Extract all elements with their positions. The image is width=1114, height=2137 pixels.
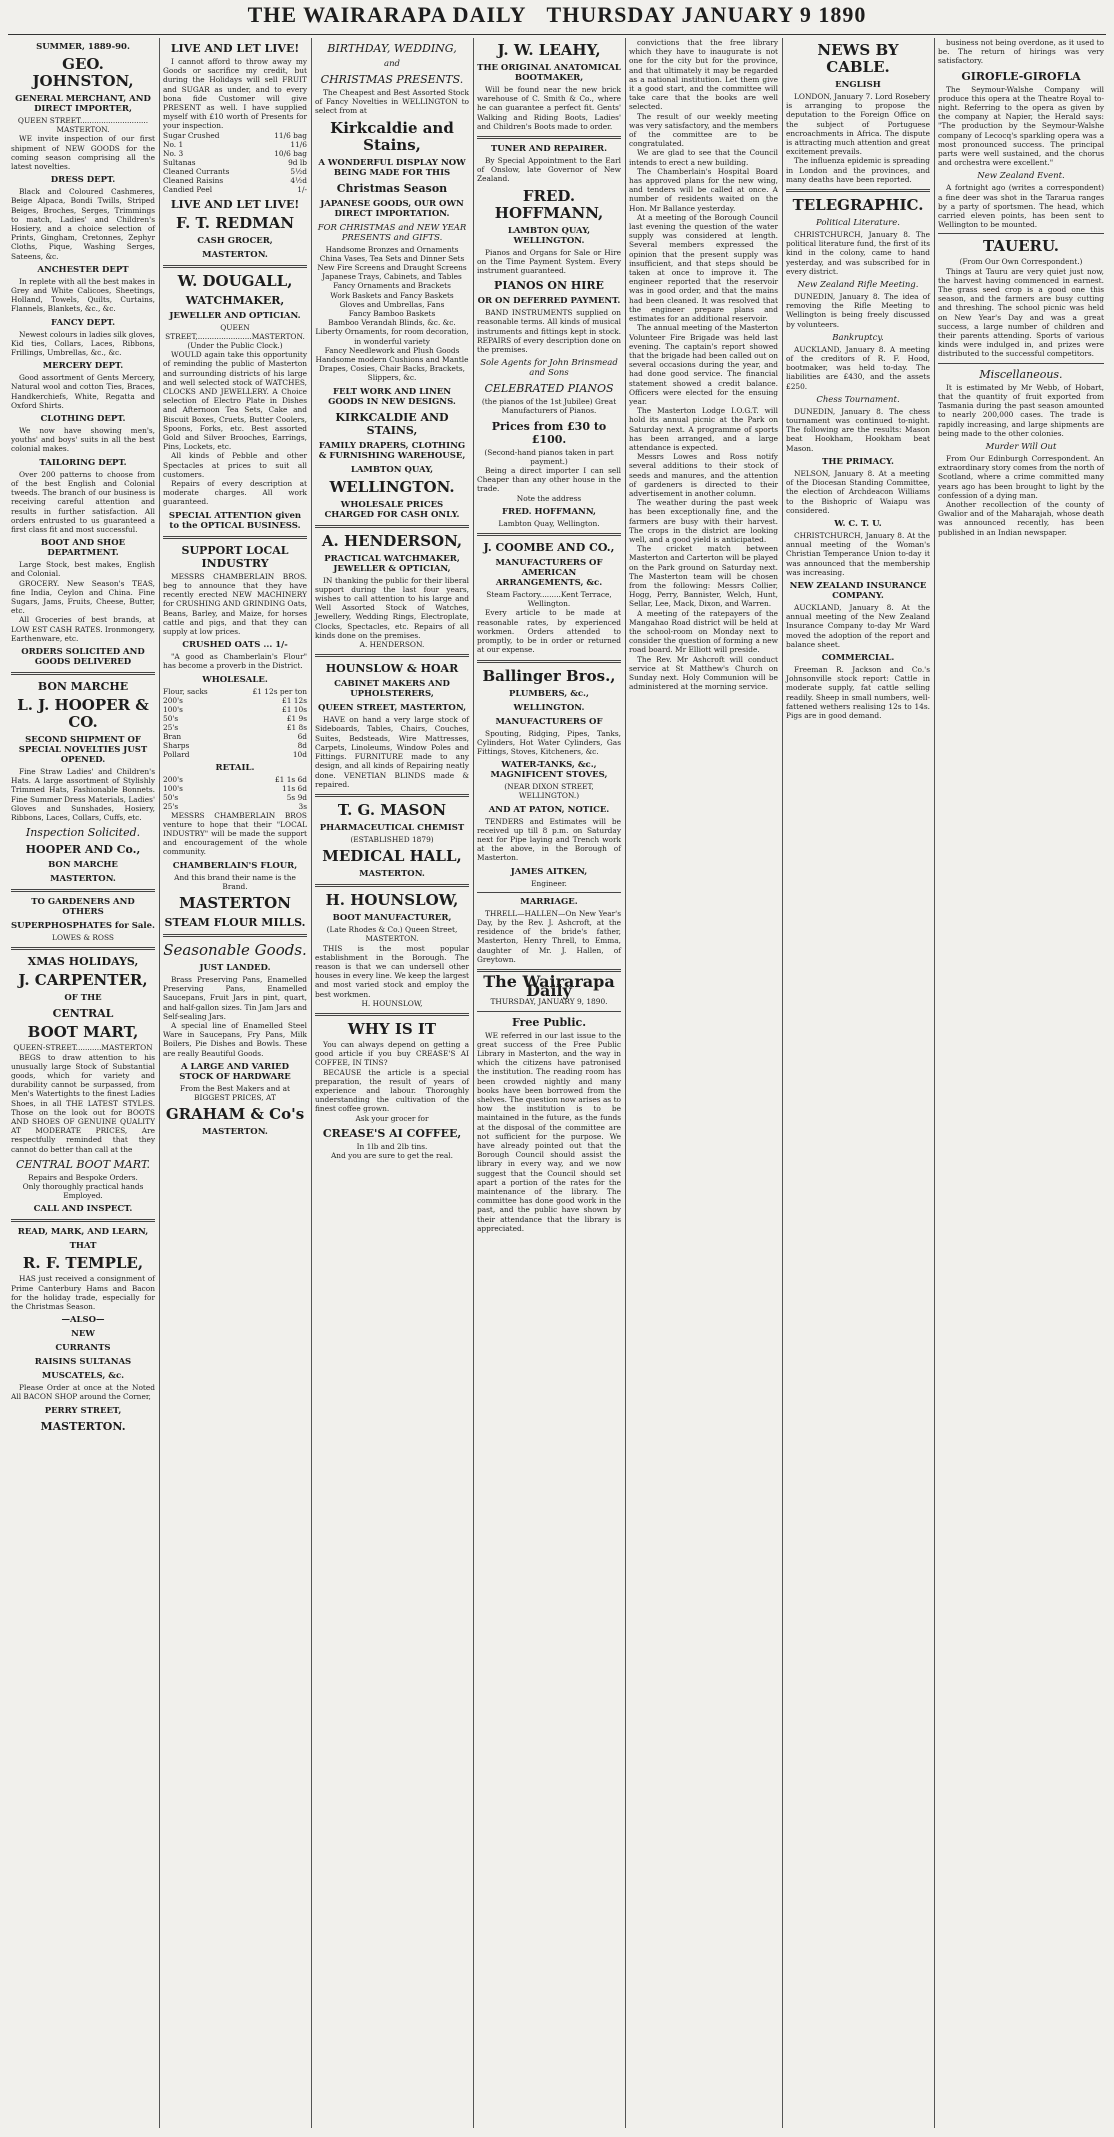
ad-text: Pianos and Organs for Sale or Hire on the Time Payment System. Every instrument guaranteed. <box>477 247 621 276</box>
ad-footer: CALL AND INSPECT. <box>33 1204 133 1215</box>
divider <box>163 934 307 937</box>
ad-heading: THAT <box>69 1241 97 1252</box>
article-text: AUCKLAND, January 8. At the annual meeting of the New Zealand Insurance Company to-day Mr Ward moved the adoption of the report and balance sheet. <box>786 602 930 649</box>
list-item: Fancy Needlework and Plush Goods <box>324 345 460 355</box>
ad-text: TENDERS and Estimates will be received up till 8 p.m. on Saturday next for Pipe laying and Trench work at the above, in the Borough of Masterton. <box>477 816 621 863</box>
ad-footer: SPECIAL ATTENTION given to the OPTICAL BUSINESS. <box>168 510 302 531</box>
ad-address: (Late Rhodes & Co.) Queen Street, MASTERTON. <box>326 925 458 944</box>
dept-heading: TAILORING DEPT. <box>39 457 127 468</box>
ad-trade: THE ORIGINAL ANATOMICAL BOOTMAKER, <box>477 63 621 83</box>
article-text: Messrs Lowes and Ross notify several additions to their stock of seeds and manures, and the attention of gardeners is directed to their advertisement in another column. <box>629 452 778 498</box>
section-subheading: Political Literature. <box>816 218 900 229</box>
ad-subheading: —ALSO— <box>61 1315 105 1326</box>
ad-text: IN thanking the public for their liberal support during the last four years, wishes to call attention to his large and Well Assorted Stock of Watches, Jewellery, Wedding Rings, Electroplate, Clocks, Spectacles, etc. Repairs of all kinds done on the premises. <box>315 575 469 640</box>
dept-text: Over 200 patterns to choose from of the best English and Colonial tweeds. The branch of our business is receiving careful attention and results in further satisfaction. All orders entrusted to us guaranteed a first class fit and most successful. <box>11 469 155 534</box>
advertiser-name: F. T. REDMAN <box>175 213 295 232</box>
dept-text: We now have showing men's, youths' and boys' suits in all the best colonial makes. <box>11 426 155 454</box>
ad-text: By Special Appointment to the Earl of Onslow, late Governor of New Zealand. <box>477 156 621 184</box>
ad-subheading: CRUSHED OATS ... 1/- <box>182 640 288 651</box>
ad-text: Note the address <box>516 493 582 503</box>
ad-text: Being a direct importer I can sell Cheaper than any other house in the trade. <box>477 466 621 494</box>
ad-heading: LIVE AND LET LIVE! <box>170 42 300 55</box>
editorial-masthead: The Wairarapa Daily <box>483 971 615 1001</box>
column-3 <box>312 38 472 2128</box>
article-text: DUNEDIN, January 8. The chess tournament was continued to-night. The following are the results: Mason beat Hookham, Hookham beat Mason. <box>786 406 930 453</box>
ad-subheading: A LARGE AND VARIED STOCK OF HARDWARE <box>179 1061 291 1082</box>
ad-trade: JEWELLER AND OPTICIAN. <box>169 310 301 321</box>
divider <box>786 189 930 192</box>
dept-heading: MERCERY DEPT. <box>42 361 124 372</box>
column-5 <box>626 38 781 2128</box>
section-heading: TELEGRAPHIC. <box>792 196 924 215</box>
ad-text: MESSRS CHAMBERLAIN BROS. beg to announce that they have recently erected NEW MACHINERY for CRUSHING AND GRINDING Oats, Beans, Barley, and Maize, for horses cattle and pigs, and that they can supply at low prices. <box>163 571 307 636</box>
ad-subheading: CENTRAL <box>52 1007 114 1021</box>
article-text: Freeman R. Jackson and Co.'s Johnsonville stock report: Cattle in moderate supply, fat cattle selling readily. Sheep in small numbers, well-fattened wethers realising 12s to 14s. Pigs are in good demand. <box>786 664 930 720</box>
divider <box>11 889 155 892</box>
ad-place: MASTERTON. <box>40 1419 126 1433</box>
ad-text: Fine Straw Ladies' and Children's Hats. A large assortment of Stylishly Trimmed Hats, Fashionable Bonnets. Fine Summer Dress Materials, Ladies' Gloves and Sunshades, Hosiery, Ribbons, Laces, Collars, Cuffs, etc. <box>11 766 155 822</box>
advertiser-name: H. HOUNSLOW, <box>325 891 459 910</box>
masthead-title: THE WAIRARAPA DAILY <box>247 2 527 27</box>
price-row: 50's £1 9s <box>163 713 307 723</box>
masthead <box>0 2 1114 32</box>
ad-address: (Under the Public Clock.) <box>187 341 283 351</box>
ad-subheading: FELT WORK AND LINEN GOODS IN NEW DESIGNS. <box>328 386 456 407</box>
article-text: CHRISTCHURCH, January 8. The political literature fund, the first of its kind in the colony, came to hand yesterday, and was subscribed for in every district. <box>786 230 930 276</box>
list-item: Handsome Bronzes and Ornaments <box>325 244 459 254</box>
ad-subheading: Sole Agents for John Brinsmead and Sons <box>480 358 618 379</box>
price-row: Bran 6d <box>163 731 307 741</box>
divider <box>477 892 621 893</box>
ad-address: (NEAR DIXON STREET, WELLINGTON.) <box>504 782 594 801</box>
ad-text: You can always depend on getting a good article if you buy CREASE'S AI COFFEE, IN TINS? <box>315 1039 469 1068</box>
ad-heading: STEAM FLOUR MILLS. <box>164 915 306 929</box>
ad-heading: MASTERTON <box>179 893 291 912</box>
ad-subheading: BOOT MART, <box>27 1023 139 1042</box>
divider <box>11 672 155 675</box>
ad-text: THIS is the most popular establishment in the Borough. The reason is that we can undersell other houses in every line. We keep the largest and most varied stock and employ the best workmen. <box>315 943 469 999</box>
ad-subheading: A WONDERFUL DISPLAY NOW BEING MADE FOR THIS <box>318 157 466 178</box>
ad-heading: XMAS HOLIDAYS, <box>27 955 139 969</box>
price-row: 100's 11s 6d <box>163 783 307 793</box>
section-heading: Miscellaneous. <box>979 367 1063 381</box>
advertiser-name: J. COOMBE AND CO., <box>483 541 615 555</box>
price-row: 25's £1 8s <box>163 722 307 732</box>
article-text: The weather during the past week has been exceptionally fine, and the farmers are busy with their harvest. The crops in the district are looking well, and a good yield is anticipated. <box>629 498 778 544</box>
price-row: No. 3 10/6 bag <box>163 148 307 158</box>
ad-place: WELLINGTON. <box>329 477 455 496</box>
ad-subheading: NEW <box>71 1329 95 1340</box>
column-7 <box>935 38 1107 2128</box>
ad-text: A special line of Enamelled Steel Ware in Saucepans, Fry Pans, Milk Boilers, Pie Dishes and Bowls. These are really Beautiful Goods. <box>163 1020 307 1058</box>
article-text: convictions that the free library which they have to inaugurate is not one for the city but for the province, and that ultimately it may be regarded as a national institution. Let them give it a good start, and the committee will take care that the books are well selected. <box>629 38 778 112</box>
article-text: At a meeting of the Borough Council last evening the question of the water supply was considered at length. Several members expressed the opinion that the present supply was insufficient, and that steps should be taken at once to improve it. The engineer reported that the reservoir was in good order, and that the mains had been cleaned. It was resolved that the engineer prepare plans and estimates for an additional reservoir. <box>629 212 778 324</box>
advertiser-name: J. CARPENTER, <box>18 971 148 990</box>
section-subheading: (From Our Own Correspondent.) <box>959 257 1083 267</box>
ad-text: From the Best Makers and at BIGGEST PRICES, AT <box>180 1083 290 1102</box>
ad-address: Lambton Quay, Wellington. <box>498 518 600 528</box>
ad-heading: Prices from £30 to £100. <box>491 419 607 446</box>
dept-heading: ANCHESTER DEPT <box>37 264 129 275</box>
ad-text: And this brand their name is the Brand. <box>174 872 296 891</box>
ad-slogan: CENTRAL BOOT MART. <box>15 1157 151 1171</box>
ad-text: BECAUSE the article is a special preparation, the result of years of experience and labour. Thoroughly understanding the cultivation of the finest coffee grown. <box>315 1067 469 1114</box>
ad-text: Repairs of every description at moderate charges. All work guaranteed. <box>163 479 307 507</box>
ad-trade: BOOT MANUFACTURER, <box>332 913 452 924</box>
divider <box>315 884 469 887</box>
ad-heading: BON MARCHE <box>37 679 129 693</box>
ad-address: LAMBTON QUAY, <box>350 464 434 475</box>
ad-heading: BIRTHDAY, WEDDING, <box>327 42 457 55</box>
price-row: Sultanas 9d lb <box>163 157 307 167</box>
list-item: Japanese Trays, Cabinets, and Tables <box>322 272 462 282</box>
ad-place: MASTERTON. <box>359 869 425 880</box>
ad-trade: WATCHMAKER, <box>185 293 285 307</box>
ad-heading: TUNER AND REPAIRER. <box>490 144 608 155</box>
divider <box>477 533 621 536</box>
ad-trade: CASH GROCER, <box>197 235 273 246</box>
dept-text: Black and Coloured Cashmeres, Beige Alpaca, Bondi Twills, Striped Beiges, Broches, Serges, Trimmings to match, Ladies' and Children's Hosiery, and a choice selection of Prints, Gingham, Cretonnes, Zephyr Cloths, Pique, Washing Serges, Sateens, &c. <box>11 187 155 261</box>
ad-heading: READ, MARK, AND LEARN, <box>17 1227 149 1238</box>
section-subheading: THE PRIMACY. <box>822 456 894 467</box>
ad-slogan: Inspection Solicited. <box>25 826 141 840</box>
divider <box>938 233 1104 234</box>
list-item: Handsome modern Cushions and Mantle Drapes, Cosies, Chair Backs, Brackets, Slippers, &c. <box>315 355 469 383</box>
ad-trade: PLUMBERS, &c., <box>509 688 589 699</box>
advertiser-name: R. F. TEMPLE, <box>22 1254 144 1273</box>
editorial-date: THURSDAY, JANUARY 9, 1890. <box>490 997 608 1007</box>
advertiser-name: L. J. HOOPER & CO. <box>17 695 149 731</box>
section-subheading: New Zealand Event. <box>977 171 1065 182</box>
divider <box>315 654 469 657</box>
ad-signature: A. HENDERSON. <box>359 640 425 650</box>
ad-address: QUEEN STREET, MASTERTON, <box>317 703 467 714</box>
masthead-date: THURSDAY JANUARY 9 1890 <box>546 2 867 27</box>
ad-place: WELLINGTON. <box>513 702 585 713</box>
ad-text: Ask your grocer for <box>355 1113 429 1123</box>
ad-heading: SUMMER, 1889-90. <box>36 42 130 52</box>
ad-subheading: BON MARCHE <box>48 860 118 871</box>
list-item: Liberty Ornaments, for room decoration, in wonderful variety <box>315 327 469 346</box>
article-text: We are glad to see that the Council intends to erect a new building. <box>629 148 778 167</box>
ad-subheading: JAPANESE GOODS, OUR OWN DIRECT IMPORTATION. <box>320 198 464 219</box>
article-text: The result of our weekly meeting was very satisfactory, and the members of the committee are to be congratulated. <box>629 111 778 149</box>
advertiser-name: CREASE'S AI COFFEE, <box>322 1126 462 1140</box>
price-row: 50's 5s 9d <box>163 792 307 802</box>
article-text: business not being overdone, as it used to be. The return of hirings was very satisfactory. <box>938 38 1104 66</box>
section-subheading: Murder Will Out <box>985 441 1057 452</box>
dept-text: All Groceries of best brands, at LOW EST CASH RATES. Ironmongery, Earthenware, etc. <box>11 615 155 643</box>
price-row: 200's £1 1s 6d <box>163 774 307 784</box>
article-text: Another recollection of the county of Gwalior and of the Maharajah, whose death was announced recently, has been published in an Indian newspaper. <box>938 499 1104 537</box>
list-item: Fancy Ornaments and Brackets <box>333 281 451 291</box>
dept-text: Good assortment of Gents Mercery, Natural wool and cotton Ties, Braces, Handkerchiefs, White, Regatta and Oxford Shirts. <box>11 373 155 410</box>
article-text: NELSON, January 8. At a meeting of the Diocesan Standing Committee, the election of Archdeacon Williams to the Bishopric of Waiapu was considered. <box>786 468 930 515</box>
flour-price-table <box>163 687 307 759</box>
ad-text: SUPERPHOSPHATES for Sale. <box>11 921 155 932</box>
ad-subheading: RETAIL. <box>215 762 255 773</box>
article-text: AUCKLAND, January 8. A meeting of the creditors of R. F. Hood, bootmaker, was held to-day. The liabilities are £430, and the assets £250. <box>786 344 930 391</box>
article-text: The Rev. Mr Ashcroft will conduct service at St Matthew's Church on Sunday next. Holy Communion will be administered at the morning service. <box>629 654 778 692</box>
column-6 <box>783 38 933 2128</box>
column-1 <box>8 38 158 2128</box>
ad-text: (the pianos of the 1st Jubilee) Great Manufacturers of Pianos. <box>481 397 617 416</box>
ad-trade: FAMILY DRAPERS, CLOTHING & FURNISHING WAREHOUSE, <box>318 440 466 461</box>
ad-heading: LIVE AND LET LIVE! <box>170 197 300 211</box>
ad-subheading: RAISINS SULTANAS <box>34 1357 132 1368</box>
ad-footer: ORDERS SOLICITED AND GOODS DELIVERED <box>21 646 145 667</box>
advertiser-name: HOOPER AND Co., <box>25 843 141 857</box>
ad-text: BEGS to draw attention to his unusually large Stock of Substantial goods, which for variety and durability cannot be surpassed, from Men's Watertights to the finest Ladies Shoes, in all THE LATEST STYLES. Those on the look out for BOOTS AND SHOES OF GENUINE QUALITY AT MODERATE PRICES, Are respectfully reminded that they cannot do better than call at the <box>11 1052 155 1154</box>
ad-text: I cannot afford to throw away my Goods or sacrifice my credit, but during the Holidays will sell FRUIT and SUGAR as under, and to every bona fide Customer will give PRESENT as well. I have supplied myself with £10 worth of Presents for your inspection. <box>163 57 307 131</box>
ad-heading: CELEBRATED PIANOS <box>484 382 614 396</box>
ad-text: The Cheapest and Best Assorted Stock of Fancy Novelties in WELLINGTON to select from at <box>315 88 469 116</box>
dept-heading: BOOT AND SHOE DEPARTMENT. <box>40 538 126 559</box>
top-rule <box>8 34 1106 35</box>
section-heading: GIROFLE-GIROFLA <box>961 69 1081 83</box>
divider <box>163 265 307 268</box>
article-text: A fortnight ago (writes a correspondent) a fine deer was shot in the Tararua ranges by a party of sportsmen. The head, which carried eleven points, has been sent to Wellington to be mounted. <box>938 183 1104 230</box>
advertiser-name: W. DOUGALL, <box>177 271 293 290</box>
advertiser-name: A. HENDERSON, <box>321 531 463 550</box>
advertiser-name: KIRKCALDIE AND STAINS, <box>335 410 449 437</box>
price-row: Cleaned Raisins 4½d <box>163 175 307 185</box>
price-row: 200's £1 12s <box>163 695 307 705</box>
ad-heading: CHRISTMAS PRESENTS. <box>320 73 464 86</box>
list-item: Work Baskets and Fancy Baskets <box>330 290 454 300</box>
article-text: It is estimated by Mr Webb, of Hobart, that the quantity of fruit exported from Tasmania during the past season amounted to nearly 200,000 cases. The trade is rapidly increasing, and large shipments are being made to the other colonies. <box>938 382 1104 438</box>
ad-heading: and <box>384 59 400 69</box>
divider <box>477 1011 621 1012</box>
ad-text: Brass Preserving Pans, Enamelled Preserving Pans, Enamelled Saucepans, Fruit Jars in pint, quart, and half-gallon sizes. Tin Jam Jars and Self-sealing Jars. <box>163 974 307 1021</box>
price-row: Flour, sacks £1 12s per ton <box>163 686 307 696</box>
advertiser-name: T. G. MASON <box>337 800 447 819</box>
ad-address: Steam Factory.........Kent Terrace, Wellington. <box>486 590 612 609</box>
ad-heading: Seasonable Goods. <box>163 940 307 959</box>
dept-text: Large Stock, best makes, English and Colonial. <box>11 560 155 579</box>
ad-address: QUEEN STREET,.......................MASTERTON. <box>165 322 305 341</box>
price-row: Cleaned Currants 5½d <box>163 166 307 176</box>
ad-trade: PRACTICAL WATCHMAKER, JEWELLER & OPTICIAN, <box>324 553 460 574</box>
ad-subheading: Christmas Season <box>336 181 448 195</box>
ad-address: QUEEN STREET............................. MASTERTON. <box>17 116 149 135</box>
dept-text: In replete with all the best makes in Grey and White Calicoes, Sheetings, Holland, Towels, Quilts, Curtains, Flannels, Blankets, &c., &c. <box>11 276 155 314</box>
ad-subheading: JUST LANDED. <box>199 962 271 973</box>
list-item: New Fire Screens and Draught Screens <box>317 263 467 273</box>
price-row: No. 1 11/6 <box>163 139 307 149</box>
price-row: Candied Peel 1/- <box>163 184 307 194</box>
ad-address: LAMBTON QUAY, WELLINGTON. <box>507 225 591 246</box>
ad-place: MASTERTON. <box>202 1127 268 1138</box>
ad-text: Repairs and Bespoke Orders. <box>28 1172 138 1182</box>
column-4 <box>474 38 624 2128</box>
ad-text: HAVE on hand a very large stock of Sideboards, Tables, Chairs, Couches, Suites, Bedsteads, Wire Mattresses, Carpets, Linoleums, Window Poles and Fittings. FURNITURE made to any design, and all kinds of Repairing neatly done. VENETIAN BLINDS made & repaired. <box>315 715 469 789</box>
list-item: Fancy Bamboo Baskets <box>348 309 436 319</box>
retail-price-table <box>163 775 307 811</box>
price-row: Sharps 8d <box>163 740 307 750</box>
ad-heading: MEDICAL HALL, <box>322 847 462 866</box>
list-item: Bamboo Verandah Blinds, &c. &c. <box>328 318 456 328</box>
ad-subheading: MUSCATELS, &c. <box>41 1371 125 1382</box>
section-heading: NEWS BY CABLE. <box>817 41 899 76</box>
list-item: China Vases, Tea Sets and Dinner Sets <box>319 253 465 263</box>
advertiser-name: Kirkcaldie and Stains, <box>330 118 454 154</box>
article-text: The Chamberlain's Hospital Board has approved plans for the new wing, and tenders will be called at once. A number of residents waited on the Hon. Mr Ballance yesterday. <box>629 166 778 213</box>
article-text: The Seymour-Walshe Company will produce this opera at the Theatre Royal to-night. Referring to the opera as given by the company at Napier, the Herald says: "The production by the Seymour-Walshe company of Lecocq's sparkling opera was a most pronounced success. The principal parts were well sustained, and the chorus and orchestra were excellent." <box>938 84 1104 168</box>
article-text: The influenza epidemic is spreading in London and the provinces, and many deaths have been reported. <box>786 156 930 184</box>
article-text: LONDON, January 7. Lord Rosebery is arranging to propose the deputation to the Foreign Office on the subject of Portuguese encroachments in Africa. The dispute is attracting much attention and great excitement prevails. <box>786 92 930 157</box>
ad-subheading: OF THE <box>64 993 102 1004</box>
divider <box>315 525 469 528</box>
ad-text: WE invite inspection of our first shipment of NEW GOODS for the coming season comprising all the latest novelties. <box>11 134 155 172</box>
ad-heading: SUPPORT LOCAL INDUSTRY <box>181 543 289 570</box>
article-text: The Masterton Lodge I.O.G.T. will hold its annual picnic at the Park on Saturday next. A programme of sports has been arranged, and a large attendance is expected. <box>629 406 778 452</box>
ad-text: MESSRS CHAMBERLAIN BROS venture to hope that their "LOCAL INDUSTRY" will be made the support and encouragement of the whole community. <box>163 810 307 857</box>
ad-trade: MANUFACTURERS OF AMERICAN ARRANGEMENTS, &c. <box>495 558 603 589</box>
ad-subheading: WATER-TANKS, &c., MAGNIFICENT STOVES, <box>490 760 608 781</box>
ad-text: Only thoroughly practical hands Employed. <box>22 1182 144 1201</box>
section-heading: TAUERU. <box>983 237 1059 256</box>
divider <box>163 536 307 539</box>
advertiser-name: FRED. HOFFMANN, <box>494 186 604 222</box>
ad-text: HAS just received a consignment of Prime Canterbury Hams and Bacon for the holiday trade, especially for the Christmas Season. <box>11 1274 155 1312</box>
price-row: 25's 3s <box>163 801 307 811</box>
section-subheading: Chess Tournament. <box>816 394 900 405</box>
ad-subheading: CHAMBERLAIN'S FLOUR, <box>172 860 298 871</box>
section-subheading: New Zealand Rifle Meeting. <box>797 280 919 291</box>
divider <box>477 136 621 139</box>
dept-text: GROCERY. New Season's TEAS, fine India, Ceylon and China. Fine Sugars, Jams, Fruits, Cheese, Butter, etc. <box>11 578 155 616</box>
dept-heading: CLOTHING DEPT. <box>40 414 126 425</box>
ad-trade: PHARMACEUTICAL CHEMIST <box>319 822 465 833</box>
advertiser-name: GEO. JOHNSTON, <box>32 55 134 90</box>
ad-subheading: WHOLESALE. <box>202 674 268 685</box>
ad-text: WOULD again take this opportunity of reminding the public of Masterton and surrounding districts of his large and well selected stock of WATCHES, CLOCKS AND JEWELLERY. A Choice selection of Electro Plate in Dishes and Afternoon Tea Sets, Cake and Biscuit Boxes, Cruets, Butter Coolers, Spoons, Forks, etc. Best assorted Gold and Silver Brooches, Earrings, Pins, Lockets, etc. <box>163 350 307 452</box>
advertiser-name: J. W. LEAHY, <box>497 41 601 59</box>
article-text: Things at Tauru are very quiet just now, the harvest having commenced in earnest. The grass seed crop is a good one this season, and the farmers are busy cutting and threshing. The school picnic was held on New Year's Day and was a great success, a large number of children and their parents attending. Sports of various kinds were indulged in, and prizes were distributed to the successful competitors. <box>938 266 1104 359</box>
advertiser-name: Ballinger Bros., <box>482 666 616 685</box>
ad-subheading: MANUFACTURERS OF <box>495 716 603 727</box>
ad-subheading: FOR CHRISTMAS and NEW YEAR PRESENTS and GIFTS. <box>317 222 467 243</box>
ad-subheading: CURRANTS <box>55 1343 111 1354</box>
article-heading: Free Public. <box>511 1015 587 1029</box>
article-text: A meeting of the ratepayers of the Mangahao Road district will be held at the school-room on Monday next to consider the question of forming a new road board. Mr Elliott will preside. <box>629 608 778 655</box>
ad-text: BAND INSTRUMENTS supplied on reasonable terms. All kinds of musical instruments and fittings kept in stock. REPAIRS of every description done on the premises. <box>477 308 621 355</box>
ad-trade: GENERAL MERCHANT, AND DIRECT IMPORTER, <box>15 94 151 114</box>
article-text: CHRISTCHURCH, January 8. At the annual meeting of the Woman's Christian Temperance Union to-day it was announced that the membership was increasing. <box>786 530 930 577</box>
ad-subheading: OR ON DEFERRED PAYMENT. <box>477 296 621 307</box>
ad-signature: LOWES & ROSS <box>52 933 114 943</box>
ad-signature: JAMES AITKEN, <box>510 866 588 877</box>
price-row: Pollard 10d <box>163 749 307 759</box>
ad-text: Spouting, Ridging, Pipes, Tanks, Cylinders, Hot Water Cylinders, Gas Fittings, Stoves, Kitcheners, &c. <box>477 728 621 756</box>
article-text: The cricket match between Masterton and Carterton will be played on the Park ground on Saturday next. The Masterton team will be chosen from the following: Messrs Collier, Hogg, Perry, Bannister, Welch, Hunt, Sellar, Lee, Mack, Dixon, and Warren. <box>629 544 778 609</box>
ad-text: In 1lb and 2lb tins. <box>356 1141 428 1151</box>
divider <box>11 947 155 950</box>
section-subheading: ENGLISH <box>835 80 881 90</box>
ad-heading: WHY IS IT <box>347 1019 437 1038</box>
ad-heading: TO GARDENERS AND OTHERS <box>31 897 135 918</box>
ad-text: "A good as Chamberlain's Flour" has become a proverb in the District. <box>163 652 307 671</box>
article-text: WE referred in our last issue to the great success of the Free Public Library in Masterton, and the way in which the citizens have patronised the institution. The reading room has been crowded nightly and many books have been borrowed from the shelves. The question now arises as to how the institution is to be maintained in the future, as the funds at the disposal of the committee are not sufficient for the purpose. We have already pointed out that the Borough Council should assist the library in every way, and we now suggest that the Council should set apart a portion of the rates for the maintenance of the library. The committee has done good work in the past, and the public have shown by their attendance that the library is appreciated. <box>477 1030 621 1233</box>
advertiser-name: GRAHAM & Co's <box>165 1105 305 1124</box>
article-text: From Our Edinburgh Correspondent. An extraordinary story comes from the north of Scotland, where a crime committed many years ago has been brought to light by the confession of a dying man. <box>938 453 1104 500</box>
ad-subheading: SECOND SHIPMENT OF SPECIAL NOVELTIES JUST OPENED. <box>18 734 148 765</box>
ad-text: Please Order at once at the Noted All BACON SHOP around the Corner, <box>11 1383 155 1402</box>
list-item: Gloves and Umbrellas, Fans <box>339 299 445 309</box>
ad-address: QUEEN-STREET...........MASTERTON <box>13 1043 153 1053</box>
section-subheading: Bankruptcy. <box>832 332 884 343</box>
ad-place: MASTERTON. <box>50 874 116 885</box>
ad-text: And you are sure to get the real. <box>330 1150 454 1160</box>
dept-heading: DRESS DEPT. <box>50 175 116 186</box>
ad-text: All kinds of Pebble and other Spectacles at prices to suit all customers. <box>163 451 307 479</box>
price-table <box>163 131 307 194</box>
divider <box>477 660 621 663</box>
ad-subheading: PIANOS ON HIRE <box>494 279 604 293</box>
ad-address: PERRY STREET, <box>44 1405 122 1416</box>
section-subheading: COMMERCIAL. <box>821 652 895 663</box>
ad-heading: AND AT PATON, NOTICE. <box>488 804 610 815</box>
price-row: 100's £1 10s <box>163 704 307 714</box>
divider <box>11 1219 155 1222</box>
ad-text: (Second-hand pianos taken in part payment.) <box>484 447 614 466</box>
column-2 <box>160 38 310 2128</box>
ad-text: Every article to be made at reasonable rates, by experienced workmen. Orders attended to promptly, to be in order or returned at our expense. <box>477 608 621 655</box>
section-subheading: NEW ZEALAND INSURANCE COMPANY. <box>789 580 927 601</box>
price-row: Sugar Crushed 11/6 bag <box>163 130 307 140</box>
ad-signature: Engineer. <box>531 878 567 888</box>
ad-signature: H. HOUNSLOW, <box>361 998 423 1008</box>
notice-heading: MARRIAGE. <box>520 896 578 907</box>
article-text: DUNEDIN, January 8. The idea of removing the Rifle Meeting to Wellington is being freely discussed by volunteers. <box>786 292 930 329</box>
article-text: The annual meeting of the Masterton Volunteer Fire Brigade was held last evening. The captain's report showed that the brigade had been called out on several occasions during the year, and had done good service. The financial statement showed a credit balance. Officers were elected for the ensuing year. <box>629 323 778 406</box>
dept-heading: FANCY DEPT. <box>50 317 116 328</box>
divider <box>315 794 469 797</box>
ad-text: (ESTABLISHED 1879) <box>350 834 434 844</box>
divider <box>315 1013 469 1016</box>
advertiser-name: FRED. HOFFMANN, <box>501 506 597 517</box>
section-subheading: W. C. T. U. <box>834 518 882 529</box>
notice-text: THRELL—HALLEN—On New Year's Day, by the Rev. J. Ashcroft, at the residence of the bride's father, Masterton, Henry Threll, to Emma, daughter of Mr. J. Hallen, of Greytown. <box>477 908 621 964</box>
ad-text: Will be found near the new brick warehouse of C. Smith & Co., where he can guarantee a perfect fit. Gents' Walking and Riding Boots, Ladies' and Children's Boots made to order. <box>477 85 621 131</box>
divider <box>938 363 1104 364</box>
ad-trade: CABINET MAKERS AND UPHOLSTERERS, <box>334 679 450 700</box>
advertiser-name: HOUNSLOW & HOAR <box>325 662 459 676</box>
ad-footer: WHOLESALE PRICES CHARGED FOR CASH ONLY. <box>324 499 460 520</box>
ad-place: MASTERTON. <box>202 249 268 260</box>
dept-text: Newest colours in ladies silk gloves, Kid ties, Collars, Laces, Ribbons, Frillings, Umbrellas, &c., &c. <box>11 329 155 358</box>
